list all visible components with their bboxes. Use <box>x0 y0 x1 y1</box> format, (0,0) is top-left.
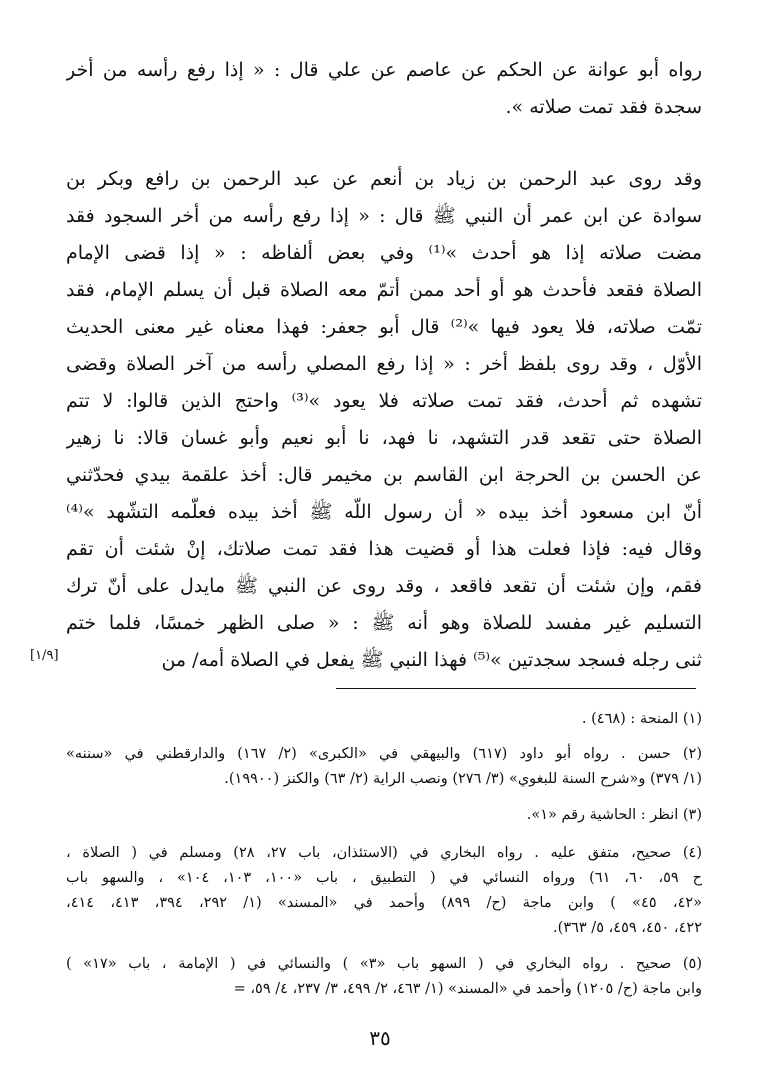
footnote-line: (٥) صحيح . رواه البخاري في ( السهو باب «٣» ) والنسائي في ( الإمامة ، باب «١٧» ) <box>66 956 702 972</box>
text-line: عن الحسن بن الحرجة ابن القاسم بن مخيمر قال: أخذ علقمة بيدي فحدّثني <box>66 464 702 486</box>
text-line: رواه أبو عوانة عن الحكم عن عاصم عن علي قال : « إذا رفع رأسه من أخر <box>66 59 702 81</box>
text-line: تمّت صلاته، فلا يعود فيها »⁽²⁾ قال أبو جعفر: فهذا معناه غير معنى الحديث <box>66 316 702 338</box>
footnote-line: (٤) صحيح، متفق عليه . رواه البخاري في (الاستئذان، باب ٢٧، ٢٨) ومسلم في ( الصلاة ، <box>66 845 702 861</box>
text-line: ثنى رجله فسجد سجدتين »⁽⁵⁾ فهذا النبي ﷺ يفعل في الصلاة أمه/ من <box>161 649 702 671</box>
text-line: أنّ ابن مسعود أخذ بيده « أن رسول اللّه ﷺ أخذ بيده فعلّمه التشّهد »⁽⁴⁾ <box>66 501 702 523</box>
text-line: الصلاة فقعد فأحدث هو أو أحد ممن أتمّ معه الصلاة قبل أن يسلم الإمام، فقد <box>66 279 702 301</box>
text-line: سوادة عن ابن عمر أن النبي ﷺ قال : « إذا رفع رأسه من أخر السجود فقد <box>66 205 702 227</box>
footnote-line: ح ٥٩، ٦٠، ٦١) ورواه النسائي في ( التطبيق ، باب «١٠٠، ١٠٣، ١٠٤» ، والسهو باب <box>66 870 702 886</box>
footnote-separator <box>336 688 696 689</box>
footnote-3 <box>66 803 702 828</box>
page-number: ٣٥ <box>369 1026 391 1050</box>
footnote-line: وابن ماجة (ح/ ١٢٠٥) وأحمد في «المسند» (١/ ٤٦٣، ٢/ ٤٩٩، ٣/ ٢٣٧، ٤/ ٥٩، = <box>233 981 702 997</box>
text-line: وقد روى عبد الرحمن بن زياد بن أنعم عن عبد الرحمن بن رافع وبكر بن <box>66 168 702 190</box>
text-line: فقم، وإن شئت أن تقعد فاقعد ، وقد روى عن النبي ﷺ مايدل على أنّ ترك <box>66 575 702 597</box>
text-line: تشهده ثم أحدث، فقد تمت صلاته فلا يعود »⁽³⁾ واحتج الذين قالوا: لا تتم <box>66 390 702 412</box>
footnote-line: «٤٢، ٤٥» ) وابن ماجة (ح/ ٨٩٩) وأحمد في «المسند» (١/ ٢٩٢، ٣٩٤، ٤١٣، ٤١٤، <box>66 895 702 911</box>
footnote-2 <box>66 742 702 792</box>
footnote-line: (١/ ٣٧٩) و«شرح السنة للبغوي» (٣/ ٢٧٦) ونصب الراية (٢/ ٦٣) والكنز (١٩٩٠٠). <box>224 771 702 787</box>
footnote-line: (٣) انظر : الحاشية رقم «١». <box>526 807 702 823</box>
footnote-line: (١) المنحة : (٤٦٨) . <box>581 711 702 727</box>
text-line: التسليم غير مفسد للصلاة وهو أنه ﷺ : « صلى الظهر خمسًا، فلما ختم <box>66 612 702 634</box>
text-line: وقال فيه: فإذا فعلت هذا أو قضيت هذا فقد تمت صلاتك، إنْ شئت أن تقم <box>66 538 702 560</box>
text-line: مضت صلاته إذا هو أحدث »⁽¹⁾ وفي بعض ألفاظه : « إذا قضى الإمام <box>66 242 702 264</box>
footnote-5 <box>66 952 702 1002</box>
text-line: الأوّل ، وقد روى بلفظ أخر : « إذا رفع المصلي رأسه من آخر الصلاة وقضى <box>66 353 702 375</box>
footnote-line: (٢) حسن . رواه أبو داود (٦١٧) والبيهقي في «الكبرى» (٢/ ١٦٧) والدارقطني في «سننه» <box>66 746 702 762</box>
text-line: الصلاة حتى تقعد قدر التشهد، نا فهد، نا أبو نعيم وأبو غسان قالا: نا زهير <box>66 427 702 449</box>
footnote-1 <box>66 707 702 732</box>
paragraph-2 <box>66 161 702 679</box>
margin-page-reference: [١/٩] <box>30 648 59 663</box>
text-line: سجدة فقد تمت صلاته ». <box>505 96 702 118</box>
footnote-4 <box>66 841 702 941</box>
paragraph-1 <box>66 52 702 126</box>
footnote-line: ٤٢٢، ٤٥٠، ٤٥٩، ٥/ ٣٦٣). <box>553 920 702 936</box>
